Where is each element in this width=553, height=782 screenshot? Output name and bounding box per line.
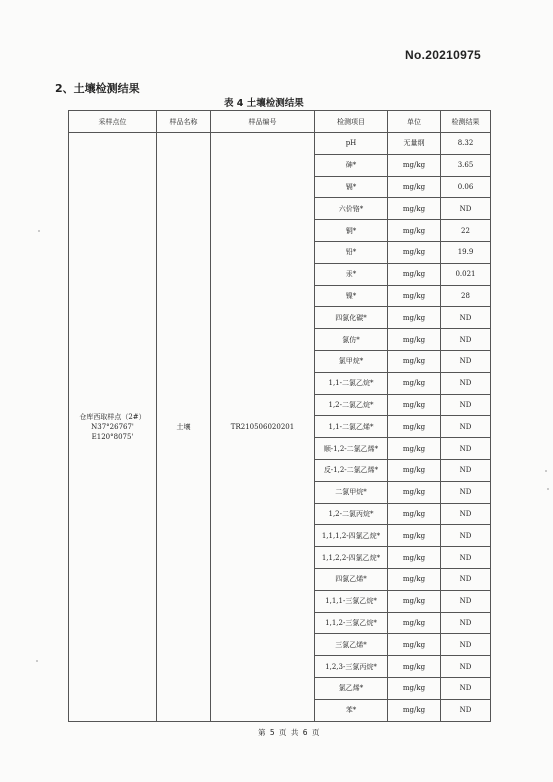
test-item-cell: 顺-1,2-二氯乙烯* bbox=[315, 438, 388, 460]
unit-cell: mg/kg bbox=[388, 634, 441, 656]
test-item-cell: 1,1-二氯乙烯* bbox=[315, 416, 388, 438]
header-sampling-point: 采样点位 bbox=[69, 111, 157, 133]
header-sample-name: 样品名称 bbox=[157, 111, 211, 133]
soil-test-results-table bbox=[68, 110, 491, 722]
unit-cell: mg/kg bbox=[388, 612, 441, 634]
unit-cell: mg/kg bbox=[388, 481, 441, 503]
test-item-cell: 氯甲烷* bbox=[315, 350, 388, 372]
unit-cell: mg/kg bbox=[388, 220, 441, 242]
unit-cell: mg/kg bbox=[388, 590, 441, 612]
unit-cell: mg/kg bbox=[388, 198, 441, 220]
result-cell: ND bbox=[441, 416, 491, 438]
scan-speck bbox=[547, 488, 549, 490]
header-sample-code: 样品编号 bbox=[211, 111, 315, 133]
unit-cell: 无量纲 bbox=[388, 133, 441, 155]
sampling-point-cell bbox=[69, 133, 157, 722]
test-item-cell: 反-1,2-二氯乙烯* bbox=[315, 459, 388, 481]
test-item-cell: 砷* bbox=[315, 154, 388, 176]
result-cell: ND bbox=[441, 329, 491, 351]
test-item-cell: 镉* bbox=[315, 176, 388, 198]
result-cell: ND bbox=[441, 198, 491, 220]
test-item-cell: 1,2-二氯乙烷* bbox=[315, 394, 388, 416]
table-caption: 表 4 土壤检测结果 bbox=[224, 98, 304, 109]
table-header-row bbox=[69, 111, 491, 133]
result-cell: ND bbox=[441, 568, 491, 590]
table-body bbox=[69, 133, 491, 722]
unit-cell: mg/kg bbox=[388, 503, 441, 525]
unit-cell: mg/kg bbox=[388, 459, 441, 481]
test-item-cell: 汞* bbox=[315, 263, 388, 285]
test-item-cell: 氯乙烯* bbox=[315, 677, 388, 699]
result-cell: 0.06 bbox=[441, 176, 491, 198]
sampling-point-text: N37°26767' bbox=[91, 422, 134, 431]
unit-cell: mg/kg bbox=[388, 547, 441, 569]
result-cell: ND bbox=[441, 699, 491, 721]
sample-code-cell: TR210506020201 bbox=[211, 133, 315, 722]
unit-cell: mg/kg bbox=[388, 438, 441, 460]
test-item-cell: 铜* bbox=[315, 220, 388, 242]
unit-cell: mg/kg bbox=[388, 263, 441, 285]
test-item-cell: 二氯甲烷* bbox=[315, 481, 388, 503]
test-item-cell: 四氯化碳* bbox=[315, 307, 388, 329]
scan-speck bbox=[36, 660, 38, 662]
unit-cell: mg/kg bbox=[388, 176, 441, 198]
table-row bbox=[69, 133, 491, 155]
unit-cell: mg/kg bbox=[388, 656, 441, 678]
result-cell: 8.32 bbox=[441, 133, 491, 155]
result-cell: ND bbox=[441, 590, 491, 612]
unit-cell: mg/kg bbox=[388, 416, 441, 438]
test-item-cell: 1,1-二氯乙烷* bbox=[315, 372, 388, 394]
sampling-point-text: 仓库西取样点（2#） bbox=[79, 412, 146, 421]
test-item-cell: 三氯乙烯* bbox=[315, 634, 388, 656]
test-item-cell: 六价铬* bbox=[315, 198, 388, 220]
result-cell: ND bbox=[441, 307, 491, 329]
unit-cell: mg/kg bbox=[388, 241, 441, 263]
test-item-cell: 苯* bbox=[315, 699, 388, 721]
result-cell: ND bbox=[441, 481, 491, 503]
scan-speck bbox=[38, 230, 40, 232]
unit-cell: mg/kg bbox=[388, 568, 441, 590]
result-cell: ND bbox=[441, 372, 491, 394]
sample-name-cell: 土壤 bbox=[157, 133, 211, 722]
result-cell: ND bbox=[441, 438, 491, 460]
test-item-cell: 1,1,1,2-四氯乙烷* bbox=[315, 525, 388, 547]
result-cell: 22 bbox=[441, 220, 491, 242]
unit-cell: mg/kg bbox=[388, 329, 441, 351]
test-item-cell: pH bbox=[315, 133, 388, 155]
result-cell: ND bbox=[441, 503, 491, 525]
result-cell: ND bbox=[441, 394, 491, 416]
result-cell: 19.9 bbox=[441, 241, 491, 263]
unit-cell: mg/kg bbox=[388, 350, 441, 372]
result-cell: ND bbox=[441, 612, 491, 634]
result-cell: 3.65 bbox=[441, 154, 491, 176]
header-test-item: 检测项目 bbox=[315, 111, 388, 133]
result-cell: 28 bbox=[441, 285, 491, 307]
unit-cell: mg/kg bbox=[388, 677, 441, 699]
test-item-cell: 氯仿* bbox=[315, 329, 388, 351]
test-item-cell: 1,1,1-三氯乙烷* bbox=[315, 590, 388, 612]
result-cell: 0.021 bbox=[441, 263, 491, 285]
result-cell: ND bbox=[441, 350, 491, 372]
result-cell: ND bbox=[441, 525, 491, 547]
test-item-cell: 四氯乙烯* bbox=[315, 568, 388, 590]
result-cell: ND bbox=[441, 634, 491, 656]
test-item-cell: 铅* bbox=[315, 241, 388, 263]
unit-cell: mg/kg bbox=[388, 285, 441, 307]
test-item-cell: 1,2,3-三氯丙烷* bbox=[315, 656, 388, 678]
header-unit: 单位 bbox=[388, 111, 441, 133]
test-item-cell: 镍* bbox=[315, 285, 388, 307]
sampling-point-text: E120°8075' bbox=[91, 432, 134, 441]
header-result: 检测结果 bbox=[441, 111, 491, 133]
unit-cell: mg/kg bbox=[388, 699, 441, 721]
result-cell: ND bbox=[441, 656, 491, 678]
page-footer: 第 5 页 共 6 页 bbox=[258, 728, 320, 737]
unit-cell: mg/kg bbox=[388, 154, 441, 176]
test-item-cell: 1,1,2,2-四氯乙烷* bbox=[315, 547, 388, 569]
test-item-cell: 1,2-二氯丙烷* bbox=[315, 503, 388, 525]
unit-cell: mg/kg bbox=[388, 525, 441, 547]
result-cell: ND bbox=[441, 459, 491, 481]
test-item-cell: 1,1,2-三氯乙烷* bbox=[315, 612, 388, 634]
scan-speck bbox=[545, 470, 547, 472]
unit-cell: mg/kg bbox=[388, 307, 441, 329]
unit-cell: mg/kg bbox=[388, 372, 441, 394]
report-number: No.20210975 bbox=[405, 48, 482, 62]
result-cell: ND bbox=[441, 547, 491, 569]
section-title: 2、土壤检测结果 bbox=[55, 82, 140, 95]
result-cell: ND bbox=[441, 677, 491, 699]
unit-cell: mg/kg bbox=[388, 394, 441, 416]
